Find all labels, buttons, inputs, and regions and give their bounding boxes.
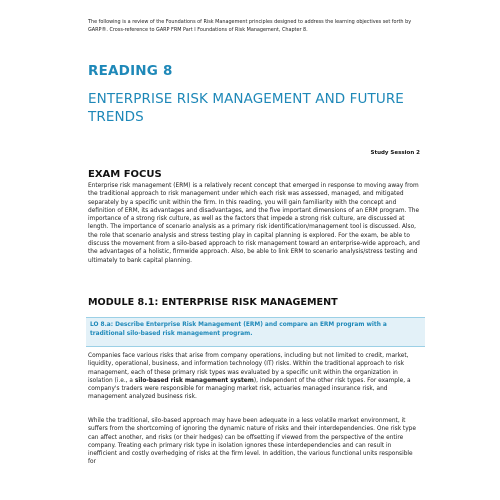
learning-objective-text: LO 8.a: Describe Enterprise Risk Management (ERM) and compare an ERM program with a traditional silo-based risk management program. [90,322,387,337]
para2-text-b: ), independent of the other risk types. For example, a company's traders were responsible for managing market risk, actuaries managed insurance risk, and management analyzed business risk. [88,377,411,401]
body-paragraph-1 [88,352,420,402]
reading-title: ENTERPRISE RISK MANAGEMENT AND FUTURE TRENDS [88,91,404,125]
exam-focus-paragraph: Enterprise risk management (ERM) is a relatively recent concept that emerged in response to moving away from the traditional approach to risk management under which each risk was assessed, managed, and mitigated separately by a specific unit within the firm. In this reading, you will gain familiarity with the concept and definition of ERM, its advantages and disadvantages, and the five important dimensions of an ERM program. The importance of a strong risk culture, as well as the factors that impede a strong risk culture, are discussed at length. The importance of scenario analysis as a primary risk identification/management tool is discussed. Also, the role that scenario analysis and stress testing play in capital planning is explored. For the exam, be able to discuss the movement from a silo-based approach to risk management toward an enterprise-wide approach, and the advantages of a holistic, firmwide approach. Also, be able to link ERM to scenario analysis/stress testing and ultimately to bank capital planning. [88,183,420,264]
exam-focus-heading: EXAM FOCUS [88,169,162,180]
study-session-label: Study Session 2 [370,150,420,156]
intro-note: The following is a review of the Foundations of Risk Management principles designed to address the learning objectives set forth by GARP®. Cross-reference to GARP FRM Part I Foundations of Risk Management, Chapter 8. [88,19,412,33]
body-paragraph-2: While the traditional, silo-based approach may have been adequate in a less volatile market environment, it suffers from the shortcoming of ignoring the dynamic nature of risks and their interdependencies. One risk type can affect another, and risks (or their hedges) can be offsetting if viewed from the perspective of the entire company. Treating each primary risk type in isolation ignores these interdependencies and can result in inefficient and costly overhedging of risks at the firm level. In addition, the various functional units responsible for [88,418,416,466]
learning-objective-box [86,317,425,347]
reading-label: READING 8 [88,63,173,79]
module-heading: MODULE 8.1: ENTERPRISE RISK MANAGEMENT [88,297,338,308]
para2-text-a: Companies face various risks that arise from company operations, including but not limited to credit, market, liquidity, operational, business, and information technology (IT) risks. Within the traditional approach to risk management, each of these primary risk types was evaluated by a specific unit within the organization in isolation (i.e., a [88,353,409,384]
para2-bold-term: silo-based risk management system [134,377,254,384]
